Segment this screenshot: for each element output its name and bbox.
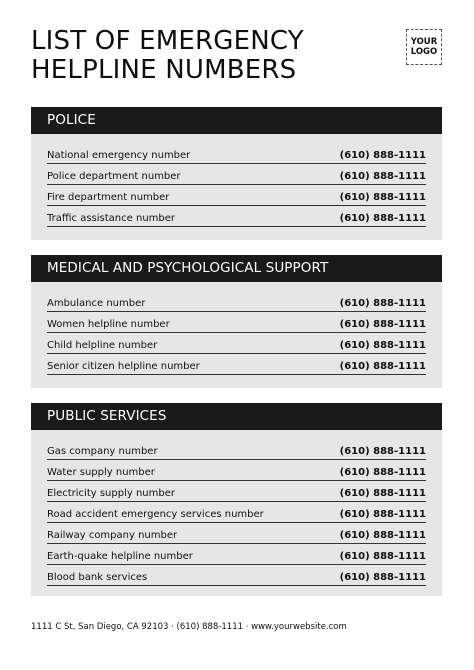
page-title-line-1: LIST OF EMERGENCY: [31, 26, 304, 56]
logo-text-line-1: YOUR: [410, 37, 438, 47]
item-phone: (610) 888-1111: [339, 551, 426, 562]
item-label: Gas company number: [47, 446, 158, 457]
item-phone: (610) 888-1111: [339, 150, 426, 161]
logo-placeholder: [406, 29, 442, 65]
page-title: [31, 27, 371, 85]
item-label: Women helpline number: [47, 319, 170, 330]
list-item: [47, 523, 426, 544]
item-label: Blood bank services: [47, 572, 148, 583]
item-phone: (610) 888-1111: [339, 340, 426, 351]
section-medical-psychological-support: [31, 255, 442, 388]
section-heading: MEDICAL AND PSYCHOLOGICAL SUPPORT: [31, 255, 442, 282]
item-phone: (610) 888-1111: [339, 171, 426, 182]
list-item: [47, 460, 426, 481]
list-item: [47, 333, 426, 354]
section-heading: POLICE: [31, 107, 442, 134]
list-item: [47, 291, 426, 312]
list-item: [47, 206, 426, 227]
item-label: Electricity supply number: [47, 488, 175, 499]
list-item: [47, 544, 426, 565]
item-phone: (610) 888-1111: [339, 192, 426, 203]
page-title-line-2: HELPLINE NUMBERS: [31, 55, 297, 85]
list-item: [47, 565, 426, 586]
list-item: [47, 439, 426, 460]
item-label: Child helpline number: [47, 340, 158, 351]
section-heading: PUBLIC SERVICES: [31, 403, 442, 430]
item-label: Police department number: [47, 171, 181, 182]
item-label: Ambulance number: [47, 298, 146, 309]
item-phone: (610) 888-1111: [339, 488, 426, 499]
section-police: [31, 107, 442, 240]
section-public-services: [31, 403, 442, 596]
footer-contact-info: 1111 C St, San Diego, CA 92103 · (610) 888-1111 · www.yourwebsite.com: [31, 622, 347, 632]
item-label: National emergency number: [47, 150, 191, 161]
list-item: [47, 481, 426, 502]
item-phone: (610) 888-1111: [339, 298, 426, 309]
item-phone: (610) 888-1111: [339, 361, 426, 372]
item-phone: (610) 888-1111: [339, 446, 426, 457]
list-item: [47, 185, 426, 206]
item-phone: (610) 888-1111: [339, 572, 426, 583]
list-item: [47, 502, 426, 523]
item-label: Water supply number: [47, 467, 155, 478]
item-phone: (610) 888-1111: [339, 319, 426, 330]
list-item: [47, 143, 426, 164]
item-label: Road accident emergency services number: [47, 509, 264, 520]
item-label: Traffic assistance number: [47, 213, 176, 224]
item-phone: (610) 888-1111: [339, 213, 426, 224]
list-item: [47, 164, 426, 185]
logo-text-line-2: LOGO: [410, 47, 438, 57]
item-phone: (610) 888-1111: [339, 509, 426, 520]
list-item: [47, 312, 426, 333]
item-phone: (610) 888-1111: [339, 530, 426, 541]
item-label: Senior citizen helpline number: [47, 361, 200, 372]
item-label: Railway company number: [47, 530, 178, 541]
item-label: Fire department number: [47, 192, 170, 203]
item-phone: (610) 888-1111: [339, 467, 426, 478]
list-item: [47, 354, 426, 375]
item-label: Earth-quake helpline number: [47, 551, 193, 562]
